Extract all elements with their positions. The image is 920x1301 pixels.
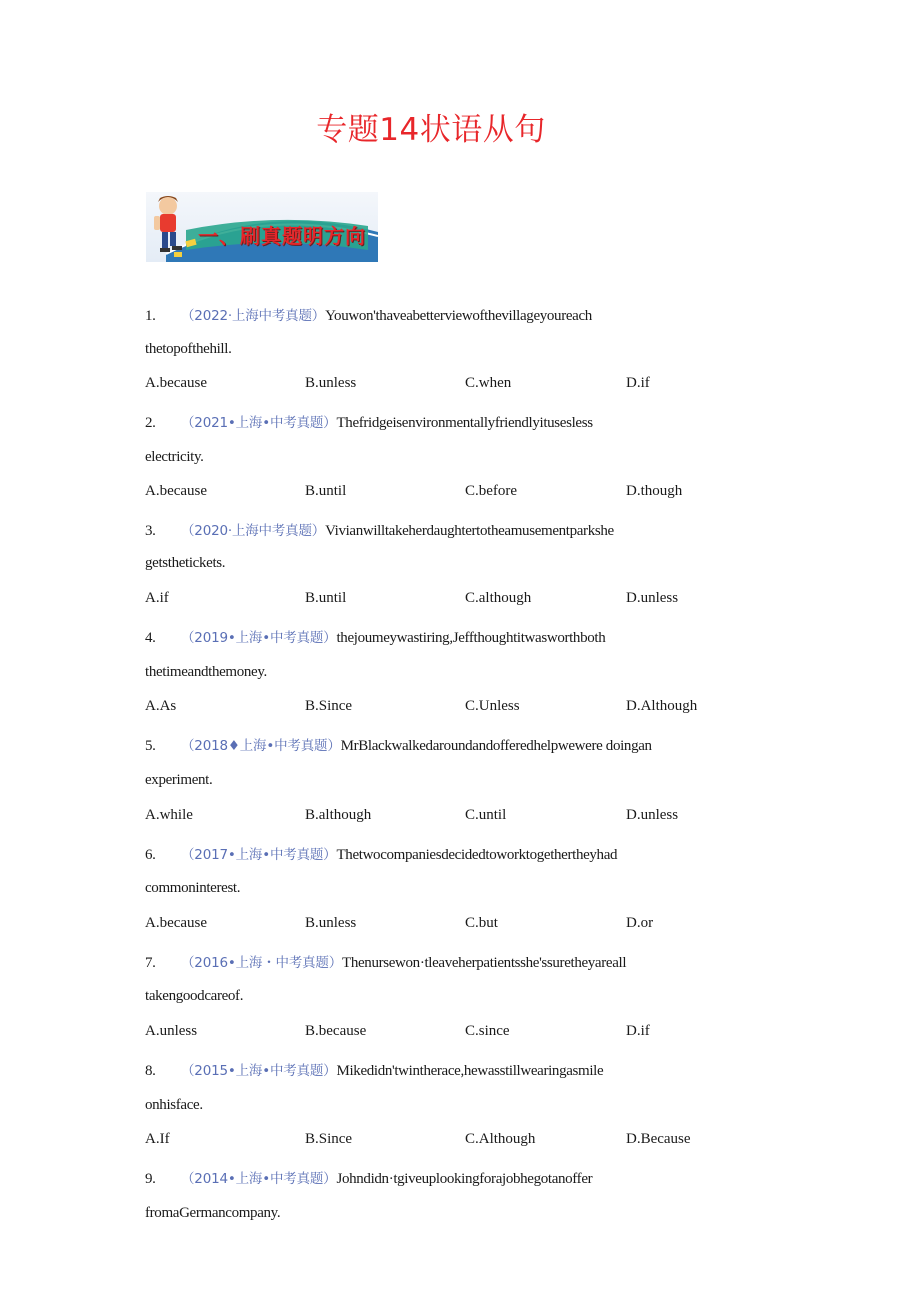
question-source: （2022·上海中考真题） xyxy=(181,308,326,324)
option-b[interactable]: B.Since xyxy=(305,698,353,714)
question-continuation: fromaGermancompany. xyxy=(145,1205,281,1221)
question-text: Youwon'thaveabetterviewofthevillageyoureach xyxy=(325,308,592,324)
option-b[interactable]: B.although xyxy=(305,807,372,823)
question-number: 4. xyxy=(145,630,156,646)
option-c[interactable]: C.Unless xyxy=(465,698,520,714)
question-continuation: thetimeandthemoney. xyxy=(145,664,267,680)
question-number: 8. xyxy=(145,1063,156,1079)
option-b[interactable]: B.unless xyxy=(305,375,357,391)
question-source: （2017•上海•中考真题） xyxy=(181,847,337,863)
option-c[interactable]: C.Although xyxy=(465,1131,536,1147)
question-text: Thefridgeisenvironmentallyfriendlyitusesless xyxy=(336,415,593,431)
question-stem xyxy=(145,411,593,432)
question-continuation: takengoodcareof. xyxy=(145,988,244,1004)
question-number: 5. xyxy=(145,738,156,754)
question-number: 6. xyxy=(145,847,156,863)
option-c[interactable]: C.before xyxy=(465,483,518,499)
section-banner-text: 一、刷真题明方向 xyxy=(198,224,366,248)
question-continuation: getsthetickets. xyxy=(145,555,226,571)
option-d[interactable]: D.unless xyxy=(626,590,679,606)
option-a[interactable]: A.if xyxy=(145,590,169,606)
answer-options xyxy=(145,698,845,718)
section-banner xyxy=(146,192,378,262)
question-stem xyxy=(145,843,617,864)
question-source: （2020·上海中考真题） xyxy=(181,523,326,539)
option-b[interactable]: B.until xyxy=(305,590,347,606)
question-source: （2018♦上海•中考真题） xyxy=(181,738,341,754)
option-d[interactable]: D.if xyxy=(626,1023,650,1039)
question-stem xyxy=(145,734,652,755)
answer-options xyxy=(145,483,845,503)
question-continuation: commoninterest. xyxy=(145,880,241,896)
question-source: （2016•上海・中考真题） xyxy=(181,955,343,971)
question-text: Vivianwilltakeherdaughtertotheamusementparkshe xyxy=(325,523,614,539)
option-b[interactable]: B.Since xyxy=(305,1131,353,1147)
answer-options xyxy=(145,590,845,610)
option-b[interactable]: B.until xyxy=(305,483,347,499)
question-stem xyxy=(145,519,614,540)
option-d[interactable]: D.Although xyxy=(626,698,698,714)
question-text: thejoumeywastiring,Jeffthoughtitwasworthboth xyxy=(336,630,606,646)
answer-options xyxy=(145,1023,845,1043)
answer-options xyxy=(145,807,845,827)
question-source: （2014•上海•中考真题） xyxy=(181,1171,337,1187)
option-d[interactable]: D.unless xyxy=(626,807,679,823)
answer-options xyxy=(145,1131,845,1151)
question-stem xyxy=(145,1059,603,1080)
option-d[interactable]: D.Because xyxy=(626,1131,691,1147)
question-text: Mikedidn'twintherace,hewasstillwearingasmile xyxy=(336,1063,604,1079)
answer-options xyxy=(145,915,845,935)
option-c[interactable]: C.since xyxy=(465,1023,510,1039)
question-stem xyxy=(145,626,605,647)
option-c[interactable]: C.when xyxy=(465,375,512,391)
question-number: 9. xyxy=(145,1171,156,1187)
question-continuation: electricity. xyxy=(145,449,204,465)
question-continuation: thetopofthehill. xyxy=(145,341,232,357)
option-d[interactable]: D.or xyxy=(626,915,654,931)
option-a[interactable]: A.If xyxy=(145,1131,170,1147)
page-title: 专题14状语从句 xyxy=(316,112,546,148)
question-continuation: onhisface. xyxy=(145,1097,203,1113)
option-c[interactable]: C.although xyxy=(465,590,532,606)
question-text: Thenursewon·tleaveherpatientsshe'ssuretheyareall xyxy=(342,955,627,971)
option-c[interactable]: C.but xyxy=(465,915,498,931)
answer-options xyxy=(145,375,845,395)
question-text: Johndidn·tgiveuplookingforajobhegotanoffer xyxy=(336,1171,593,1187)
option-a[interactable]: A.As xyxy=(145,698,177,714)
question-text: Thetwocompaniesdecidedtoworktogethertheyhad xyxy=(336,847,618,863)
question-number: 7. xyxy=(145,955,156,971)
question-continuation: experiment. xyxy=(145,772,213,788)
option-a[interactable]: A.while xyxy=(145,807,193,823)
option-a[interactable]: A.unless xyxy=(145,1023,198,1039)
option-c[interactable]: C.until xyxy=(465,807,507,823)
question-stem xyxy=(145,1167,592,1188)
question-source: （2015•上海•中考真题） xyxy=(181,1063,337,1079)
option-d[interactable]: D.if xyxy=(626,375,650,391)
option-a[interactable]: A.because xyxy=(145,375,208,391)
option-b[interactable]: B.unless xyxy=(305,915,357,931)
question-stem xyxy=(145,951,626,972)
option-b[interactable]: B.because xyxy=(305,1023,367,1039)
option-a[interactable]: A.because xyxy=(145,483,208,499)
option-a[interactable]: A.because xyxy=(145,915,208,931)
question-number: 3. xyxy=(145,523,156,539)
option-d[interactable]: D.though xyxy=(626,483,683,499)
question-number: 1. xyxy=(145,308,156,324)
question-stem xyxy=(145,304,592,325)
question-source: （2019•上海•中考真题） xyxy=(181,630,337,646)
question-number: 2. xyxy=(145,415,156,431)
question-text: MrBlackwalkedaroundandofferedhelpwewere doingan xyxy=(340,738,652,754)
question-source: （2021•上海•中考真题） xyxy=(181,415,337,431)
